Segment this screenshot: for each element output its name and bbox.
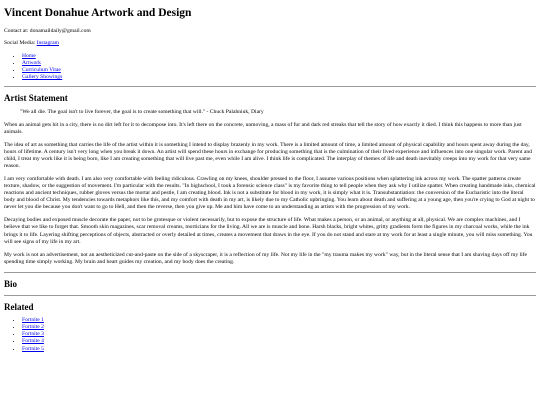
related-link[interactable]: Fortnite 2 (22, 324, 44, 331)
statement-paragraph: I am very comfortable with death. I am also very comfortable with feeling ridiculous. Crawling on my knees, shoulder pressed to the floor, I assume various positions when splattering ink across my work. The spatter patterns create texture, shadow, or the suggestion of movement. I'm particular with the results. "In highschool, I took a forensic science class" is my favorite thing to tell people when they ask why I utilize spatter. When creating handmade inks, chemical reactions and ancient techniques, rubber gloves versus the mortar and pestle, I am creating blood. Ink is not a substitute for blood in my work, it is simply what it is. Transubstantiation: the conversion of the Eucharistic into the literal body and blood of Christ. My tendencies towards metaphors like this, and my comfort with death in my art, is likely due to my Catholic upbringing. You learn about death and suffering at a young age, then you're crying to God at night to never let you die because you don't want to go to Hell, and then the reverse, then you give up. Me and him have come to an understanding as artists with the progression of my work. (4, 176, 536, 211)
artist-statement-heading: Artist Statement (4, 93, 68, 104)
divider (4, 272, 536, 273)
related-heading: Related (4, 301, 34, 312)
nav-menu (4, 53, 536, 81)
contact-label: Contact at: (4, 27, 30, 34)
bio-heading: Bio (4, 278, 18, 289)
related-item (22, 331, 536, 338)
social-line (4, 40, 536, 47)
related-item (22, 317, 536, 324)
artist-statement-section (4, 93, 536, 266)
related-link[interactable]: Fortnite 5 (22, 345, 44, 352)
statement-paragraph: Decaying bodies and exposed muscle decorate the paper, not to be grotesque or violent necessarily, but to expose the structure of life. What makes a person, or an animal, or anything at all, physical. We are complex machines, and I believe that we like to forget that. Smooth skin magazines, scar removal creams, morticians for the living. All we are is muscle and bone. Harsh blacks, bright whites, gritty gradients form the figures in my charcoal works, while the ink brings it to life. Layering shifting perceptions of objects, abstracted or overly detailed at times, creates a movement that draws in the eye. If you do not stand and stare at my work for at least a single minute, you will miss something. You will see signs of my life in my art. (4, 217, 533, 245)
statement-paragraph: My work is not an advertisement, not an aestheticized cut-and-paste on the side of a skyscraper, it is a reflection of my life. Not my life in the "my trauma makes my work" way, but in the literal sense that I am shaving days off my life spending time simply working. My brain and heart guides my creation, and my body does the creating. (4, 251, 528, 265)
social-label: Social Media: (4, 40, 37, 47)
statement-paragraph: The idea of art as something that carries the life of the artist within it is something I intend to display brazenly in my work. There is a limited amount of time, a limited amount of physical capability and hours spent away during the day, hours of lifetime. A century isn't very long when you break it down. An artist will spend these hours in exchange for producing something that is the culmination of their lived experience and influences into one singular work. Parent and child, I treat my work like it is being born, like I am creating something that will live past me, even while I am alive. I think life is complicated. The interplay of themes of life and death inevitably creeps into my work for that very same reason. (4, 142, 532, 170)
statement-quote: "We all die. The goal isn't to live forever, the goal is to create something that will." - Chuck Palahniuk, Diary (20, 108, 264, 115)
related-link[interactable]: Fortnite 3 (22, 331, 44, 338)
related-item (22, 324, 536, 331)
nav-link-artwork[interactable]: Artwork (22, 59, 41, 66)
nav-link-gallery-showings[interactable]: Gallery Showings (22, 74, 63, 81)
statement-paragraph: When an animal gets hit in a city, there is no dirt left for it to decompose into. It's left there on the concrete, unmoving, a mass of fur and dark red streaks that tell the story of how exactly it died. I think this happens to more than just animals. (4, 121, 522, 135)
nav-item-gallery-showings (22, 74, 536, 81)
instagram-link[interactable]: Instagram (36, 40, 59, 47)
nav-link-curriculum-vitae[interactable]: Curriculum Vitae (22, 66, 61, 73)
contact-line (4, 28, 536, 35)
nav-item-artwork (22, 60, 536, 67)
related-item (22, 346, 536, 353)
related-item (22, 338, 536, 345)
contact-email: donamaildaily@gmail.com (29, 27, 91, 34)
nav-item-home (22, 53, 536, 60)
divider (4, 295, 536, 296)
divider (4, 86, 536, 87)
nav-link-home[interactable]: Home (22, 52, 36, 59)
related-list (4, 317, 536, 352)
related-link[interactable]: Fortnite 4 (22, 338, 44, 345)
page-title: Vincent Donahue Artwork and Design (4, 7, 192, 19)
related-link[interactable]: Fortnite 1 (22, 317, 44, 324)
nav-item-curriculum-vitae (22, 67, 536, 74)
